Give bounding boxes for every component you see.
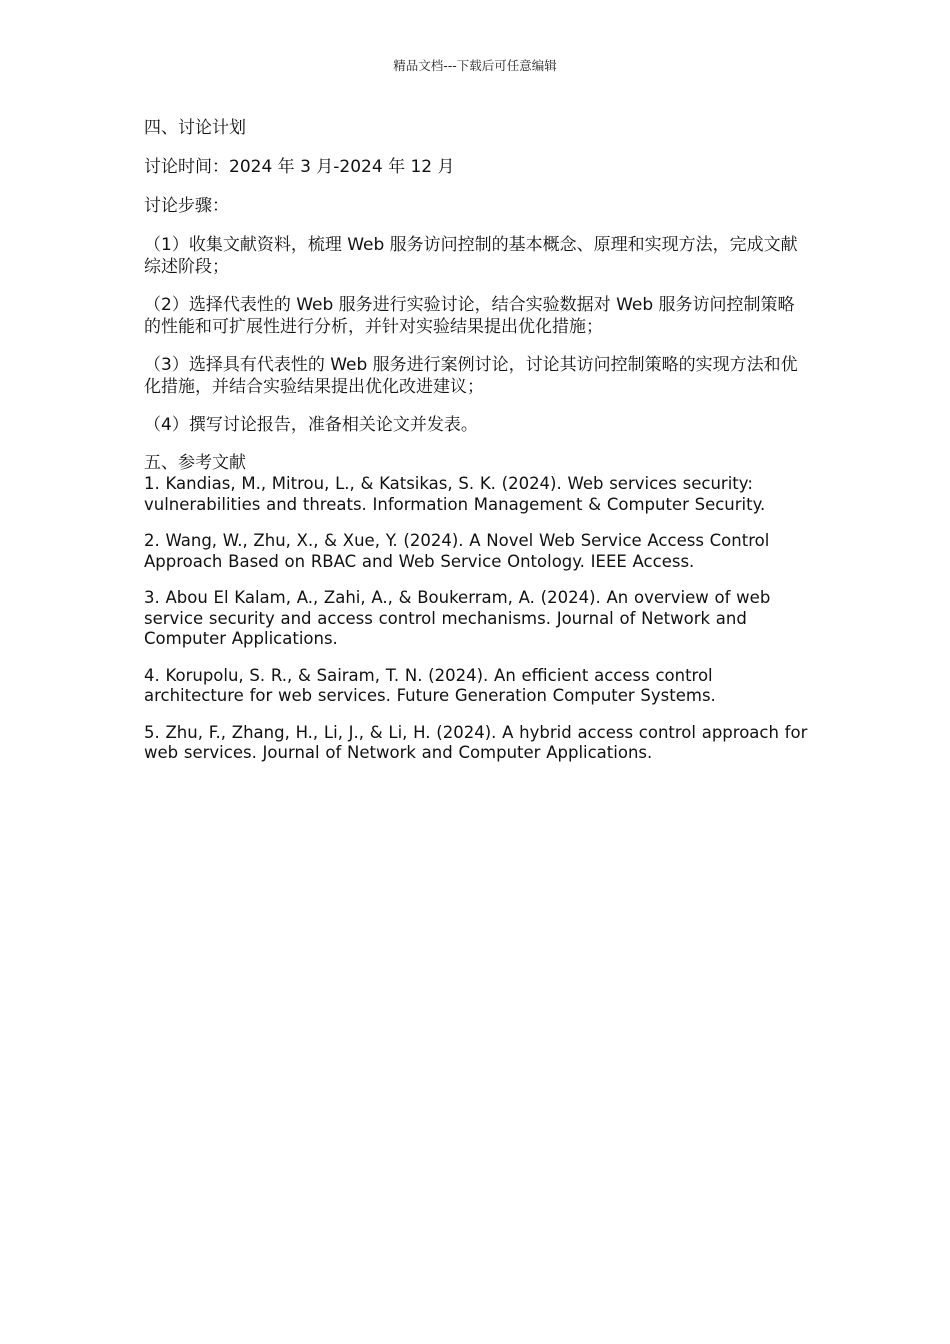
discussion-time: 讨论时间：2024 年 3 月-2024 年 12 月 <box>144 157 455 177</box>
section-heading-plan: 四、讨论计划 <box>144 118 246 138</box>
reference-item: 5. Zhu, F., Zhang, H., Li, J., & Li, H. (2024). A hybrid access control approach for web services. Journal of Network and Computer Applications. <box>144 722 808 762</box>
reference-item: 3. Abou El Kalam, A., Zahi, A., & Boukerram, A. (2024). An overview of web service security and access control mechanisms. Journal of Network and Computer Applications. <box>144 588 771 648</box>
document-body <box>144 117 808 764</box>
section-heading-references: 五、参考文献 <box>144 453 246 473</box>
step-item: （3）选择具有代表性的 Web 服务进行案例讨论，讨论其访问控制策略的实现方法和优化措施，并结合实验结果提出优化改进建议； <box>144 355 798 397</box>
step-item: （4）撰写讨论报告，准备相关论文并发表。 <box>144 415 478 435</box>
discussion-steps-label: 讨论步骤： <box>144 196 229 216</box>
reference-item: 2. Wang, W., Zhu, X., & Xue, Y. (2024). A Novel Web Service Access Control Approach Based on RBAC and Web Service Ontology. IEEE Access. <box>144 531 770 571</box>
reference-item: 1. Kandias, M., Mitrou, L., & Katsikas, S. K. (2024). Web services security: vulnerabilities and threats. Information Management & Computer Security. <box>144 474 766 514</box>
reference-item: 4. Korupolu, S. R., & Sairam, T. N. (2024). An efficient access control architecture for web services. Future Generation Computer Systems. <box>144 665 716 705</box>
step-item: （1）收集文献资料，梳理 Web 服务访问控制的基本概念、原理和实现方法，完成文献综述阶段； <box>144 235 798 277</box>
step-item: （2）选择代表性的 Web 服务进行实验讨论，结合实验数据对 Web 服务访问控制策略的性能和可扩展性进行分析，并针对实验结果提出优化措施； <box>144 295 795 337</box>
page-header-note: 精品文档---下载后可任意编辑 <box>393 58 557 73</box>
